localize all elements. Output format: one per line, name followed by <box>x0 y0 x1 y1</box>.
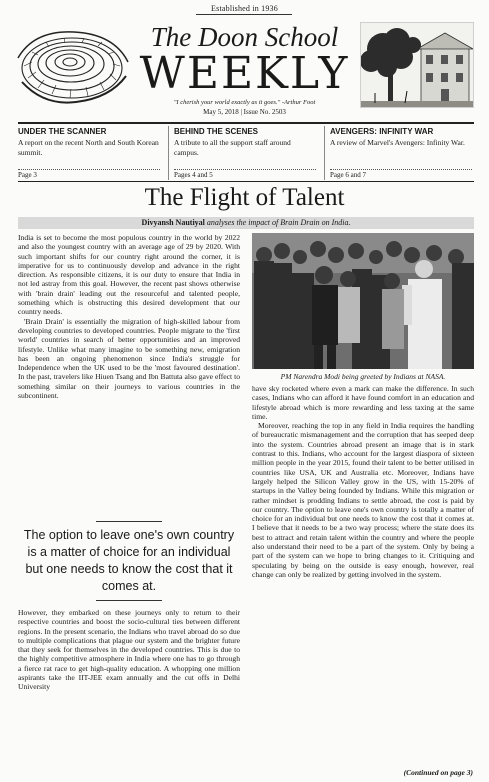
teaser-heading: AVENGERS: INFINITY WAR <box>330 127 434 136</box>
photo-caption: PM Narendra Modi being greeted by Indians at NASA. <box>280 372 446 381</box>
crowd-photo-illustration <box>252 233 474 369</box>
article-byline <box>18 217 474 229</box>
teaser-divider <box>168 126 169 180</box>
teaser-page: Page 3 <box>18 169 160 179</box>
teaser-divider <box>324 126 325 180</box>
teaser-heading: UNDER THE SCANNER <box>18 127 107 136</box>
continued-note[interactable]: (Continued on page 3) <box>403 768 473 777</box>
article-photo <box>252 233 474 369</box>
masthead-quote: "I cherish your world exactly as it goes." -Arthur Foot <box>173 99 316 106</box>
teaser-rule-bottom <box>18 181 474 182</box>
article-headline: The Flight of Talent <box>144 184 345 211</box>
school-name: The Doon School <box>150 22 339 52</box>
paragraph: India is set to become the most populous country in the world by 2022 and also the youngest country with an average age of 29 by 2020. With such important shifts for our country right around the corner, it is imperative for us to continuously develop and advance in the right direction. As responsible citizens, it is our duty to ensure that India in not led astray from this goal. However, the recent past shows otherwise with 'brain drain' leading out the resourceful and talented people, something which is obstructing this desired development that our country needs. <box>18 233 240 317</box>
teaser-text: A review of Marvel's Avengers: Infinity War. <box>330 138 465 147</box>
right-column <box>252 384 474 579</box>
paragraph: 'Brain Drain' is essentially the migration of high-skilled labour from developing countries to developed countries. People migrate to the 'first world' countries in search of better opportunities and an improved lifestyle. Unlike what many imagine to be something new, emigration has been an ongoing phenomenon since India's struggle for Independence when the UK used to be the 'most favoured destination'. In the past, travelers like Hiuen Tsang and Ibn Battuta also gave effect to something similar on their journeys to various countries in the subcontinent. <box>18 316 240 401</box>
issue-info: May 5, 2018 | Issue No. 2503 <box>203 108 286 116</box>
pullquote: The option to leave one's own country is a matter of choice for an individual but one needs to know the cost that it comes at. <box>23 528 235 593</box>
teaser-under-the-scanner[interactable] <box>18 127 160 179</box>
teaser-heading: BEHIND THE SCENES <box>174 127 259 136</box>
teaser-page: Pages 4 and 5 <box>174 169 316 179</box>
left-column-top <box>18 233 240 400</box>
teaser-avengers[interactable] <box>330 127 472 179</box>
pullquote-rule-bottom <box>96 600 162 601</box>
teaser-text: A tribute to all the support staff around campus. <box>174 138 291 157</box>
paragraph: Moreover, reaching the top in any field in India requires the handling of bureaucratic mismanagement and the corruption that has seeped deep into the system. Countries abroad present an image that is in stark contrast to this. Indians, who account for the largest diaspora of sixteen million people in the year 2015, found their talent to be better utilised in countries like USA, UK and Australia etc. Moreover, Indians have largely helped the Silicon Valley grow in the US, with 15-20% of startups in the Valley being founded by Indians. While this migration or rather mindset is prodding Indians to settle abroad, the cost is paid by our country. The option to leave one's own country is totally a matter of choice for an individual but one needs to know the cost that it comes at. I believe that it needs to be a two way process; where the state does its best to attract and retain talent within the country and where the people also understand their need to be a part of the system. Only by being a part of the system can we hope to bring changes to it. Critiquing and speculating by being on the outside is easy enough, however, real change can only be realized by getting involved in the system. <box>252 421 474 579</box>
paragraph: However, they embarked on these journeys only to return to their respective countries and boost the socio-cultural ties between different regions. In the present scenario, the Indians who travel abroad do so due to multiple complications that plague our system and the brighter future that they seek for themselves in the developed countries. This is due to the highly competitive atmosphere in India where one has to go through a fierce rat race to get high-quality education. A whopping one million aspirants take the IIT-JEE exam annually and the cut offs in Delhi University <box>18 608 240 692</box>
established-line: Established in 1936 <box>211 4 278 13</box>
byline-description: analyses the impact of Brain Drain on India. <box>204 218 351 227</box>
established-rule <box>196 14 292 15</box>
teaser-page: Page 6 and 7 <box>330 169 472 179</box>
pullquote-rule-top <box>96 521 162 522</box>
teaser-text: A report on the recent North and South Korean summit. <box>18 138 159 157</box>
paragraph: have sky rocketed where even a mark can make the difference. In such cases, Indians who can afford it have found comfort in an education and lifestyle abroad which is more rewarding and less taxing at the same time. <box>252 384 474 421</box>
teaser-behind-the-scenes[interactable] <box>174 127 316 179</box>
author-name: Divyansh Nautiyal <box>141 218 205 227</box>
teaser-rule-top <box>18 122 474 124</box>
newspaper-title: WEEKLY <box>139 48 350 99</box>
left-column-bottom <box>18 608 240 692</box>
